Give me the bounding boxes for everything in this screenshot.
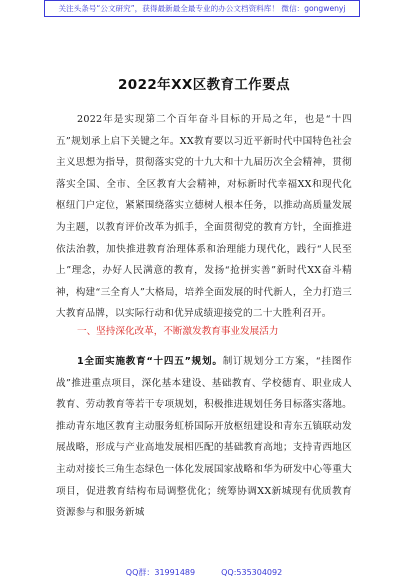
bottom-banner: [0, 568, 408, 578]
item-body: 制订规划分工方案，“挂图作战”推进重点项目，深化基本建设、基础教育、学校德育、职业成人教育、劳动教育等若干专项规划，积极推进规划任务目标落实落地。推动青东地区教育主动服务虹桥国际开放枢纽建设和青东五镇联动发展战略，形成与产业高地发展相匹配的基础教育高地；支持青西地区主动对接长三角生态绿色一体化发展国家战略和华为研发中心等重大项目，促进教育结构布局调整优化；统筹协调XX新城现有优质教育资源参与和服务新城: [56, 356, 352, 519]
top-banner: 关注头条号“公文研究”，获得最新最全最专业的办公文档资料库！ 微信：gongwenyj: [44, 0, 360, 17]
intro-paragraph: 2022年是实现第二个百年奋斗目标的开局之年，也是“十四五”规划承上启下关键之年。XX教育要以习近平新时代中国特色社会主义思想为指导，贯彻落实党的十九大和十九届历次全会精神，贯彻落实全国、全市、全区教育大会精神，对标新时代幸福XX和现代化枢纽门户定位，紧紧围绕落实立德树人根本任务，以推动高质量发展为主题，以教育评价改革为抓手，全面贯彻党的教育方针，全面推进依法治教，加快推进教育治理体系和治理能力现代化，践行“人民至上”理念，办好人民满意的教育，发扬“抢拼实善”新时代XX奋斗精神，构建“三全育人”大格局，培养全面发展的时代新人，全力打造三大教育品牌，以实际行动和优异成绩迎接党的二十大胜利召开。: [56, 114, 352, 320]
qq-group-text: QQ群：31991489: [125, 568, 196, 577]
document-title: 2022年XX区教育工作要点: [118, 77, 290, 93]
section-heading: 一、坚持深化改革，不断激发教育事业发展活力: [77, 326, 279, 337]
item-paragraph: [56, 351, 352, 524]
item-heading: 1全面实施教育“十四五”规划。: [77, 356, 223, 367]
qq-text: QQ:535304092: [221, 568, 283, 577]
